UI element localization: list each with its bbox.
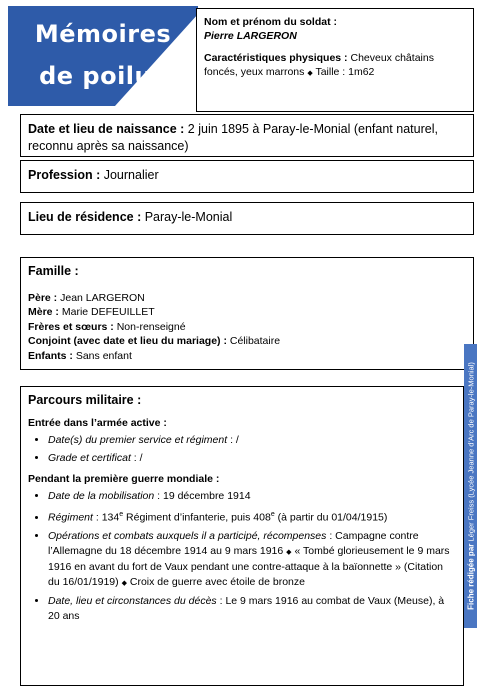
children-value: Sans enfant <box>75 349 132 362</box>
service-label: Date(s) du premier service et régiment <box>48 434 228 446</box>
regiment-label: Régiment <box>48 511 93 524</box>
military-path-box <box>20 386 464 686</box>
mother-value: Marie DEFEUILLET <box>61 306 155 318</box>
war-title: Pendant la première guerre mondiale : <box>28 473 220 485</box>
regiment-sup-2: e <box>270 511 275 518</box>
active-army-list <box>28 433 456 466</box>
list-item <box>48 507 456 526</box>
spouse-value: Célibataire <box>229 335 281 347</box>
operations-label: Opérations et combats auxquels il a participé, récompenses <box>48 529 327 542</box>
mobilisation-value: : 19 décembre 1914 <box>154 490 251 502</box>
father-line <box>28 291 466 306</box>
mother-label: Mère : <box>28 306 59 318</box>
banner-title-line2: de poilus <box>39 62 167 90</box>
traits-value: Cheveux châtains foncés, yeux marrons <box>204 52 434 78</box>
spouse-label: Conjoint (avec date et lieu du mariage) : <box>28 335 227 347</box>
father-value: Jean LARGERON <box>60 291 145 304</box>
profession-label: Profession : <box>28 168 101 182</box>
grade-value: : / <box>130 452 143 464</box>
mother-line <box>28 305 466 320</box>
family-title: Famille : <box>28 264 79 278</box>
active-army-title: Entrée dans l’armée active : <box>28 417 167 429</box>
operations-value-2: « Tombé glorieusement le 9 mars 1916 en avant du fort de Vaux pendant une contre-attaque à la baïonnette » (Citation du 16/01/1919) <box>48 544 450 588</box>
author-credit <box>466 362 475 610</box>
death-value: : Le 9 mars 1916 au combat de Vaux (Meuse), à 20 ans <box>48 594 445 622</box>
soldier-name-label: Nom et prénom du soldat : <box>204 16 338 28</box>
father-label: Père : <box>28 291 58 304</box>
children-line <box>28 349 466 364</box>
birth-value: 2 juin 1895 à Paray-le-Monial (enfant naturel, reconnu après sa naissance) <box>28 122 438 153</box>
residence-label: Lieu de résidence : <box>28 210 142 224</box>
spouse-line <box>28 334 466 349</box>
diamond-icon: ◆ <box>286 548 292 556</box>
size-value: Taille : 1m62 <box>315 66 375 78</box>
regiment-sup-1: e <box>119 511 124 518</box>
birth-box <box>20 114 474 157</box>
mobilisation-label: Date de la mobilisation <box>48 490 155 502</box>
diamond-icon: ◆ <box>307 70 313 77</box>
author-sidebar <box>464 344 477 628</box>
traits-label: Caractéristiques physiques : <box>204 52 348 64</box>
list-item <box>48 489 456 504</box>
siblings-value: Non-renseigné <box>116 320 186 333</box>
author-credit-value: Léger Freiss (Lycée Jeanne d’Arc de Paray-le-Monial) <box>466 362 475 542</box>
regiment-value-b: Régiment d’infanterie, puis 408 <box>123 511 271 524</box>
profession-box <box>20 160 474 193</box>
diamond-icon: ◆ <box>121 579 127 587</box>
residence-value: Paray-le-Monial <box>144 210 233 224</box>
death-label: Date, lieu et circonstances du décès <box>48 594 217 607</box>
title-banner <box>8 6 192 106</box>
family-box <box>20 257 474 370</box>
residence-box <box>20 202 474 235</box>
profession-value: Journalier <box>103 168 159 182</box>
children-label: Enfants : <box>28 349 73 362</box>
siblings-label: Frères et sœurs : <box>28 320 114 333</box>
list-item <box>48 594 456 624</box>
siblings-line <box>28 320 466 335</box>
list-item <box>48 529 456 591</box>
list-item <box>48 451 456 466</box>
soldier-traits <box>204 51 466 81</box>
military-title: Parcours militaire : <box>28 393 142 407</box>
grade-label: Grade et certificat <box>48 452 131 464</box>
banner-title-line1: Mémoires <box>34 20 172 48</box>
service-value: : / <box>227 434 239 446</box>
operations-value-3: Croix de guerre avec étoile de bronze <box>129 575 305 588</box>
regiment-value-c: (à partir du 01/04/1915) <box>274 511 388 524</box>
author-credit-label: Fiche rédigée par <box>466 543 475 610</box>
regiment-value-a: : 134 <box>92 511 120 524</box>
operations-value-1: : Campagne contre l’Allemagne du 18 décembre 1914 au 9 mars 1916 <box>48 529 419 557</box>
war-list <box>28 489 456 624</box>
soldier-name: Pierre LARGERON <box>204 30 297 42</box>
birth-label: Date et lieu de naissance : <box>28 122 185 136</box>
list-item <box>48 433 456 448</box>
soldier-info-box <box>196 8 474 112</box>
